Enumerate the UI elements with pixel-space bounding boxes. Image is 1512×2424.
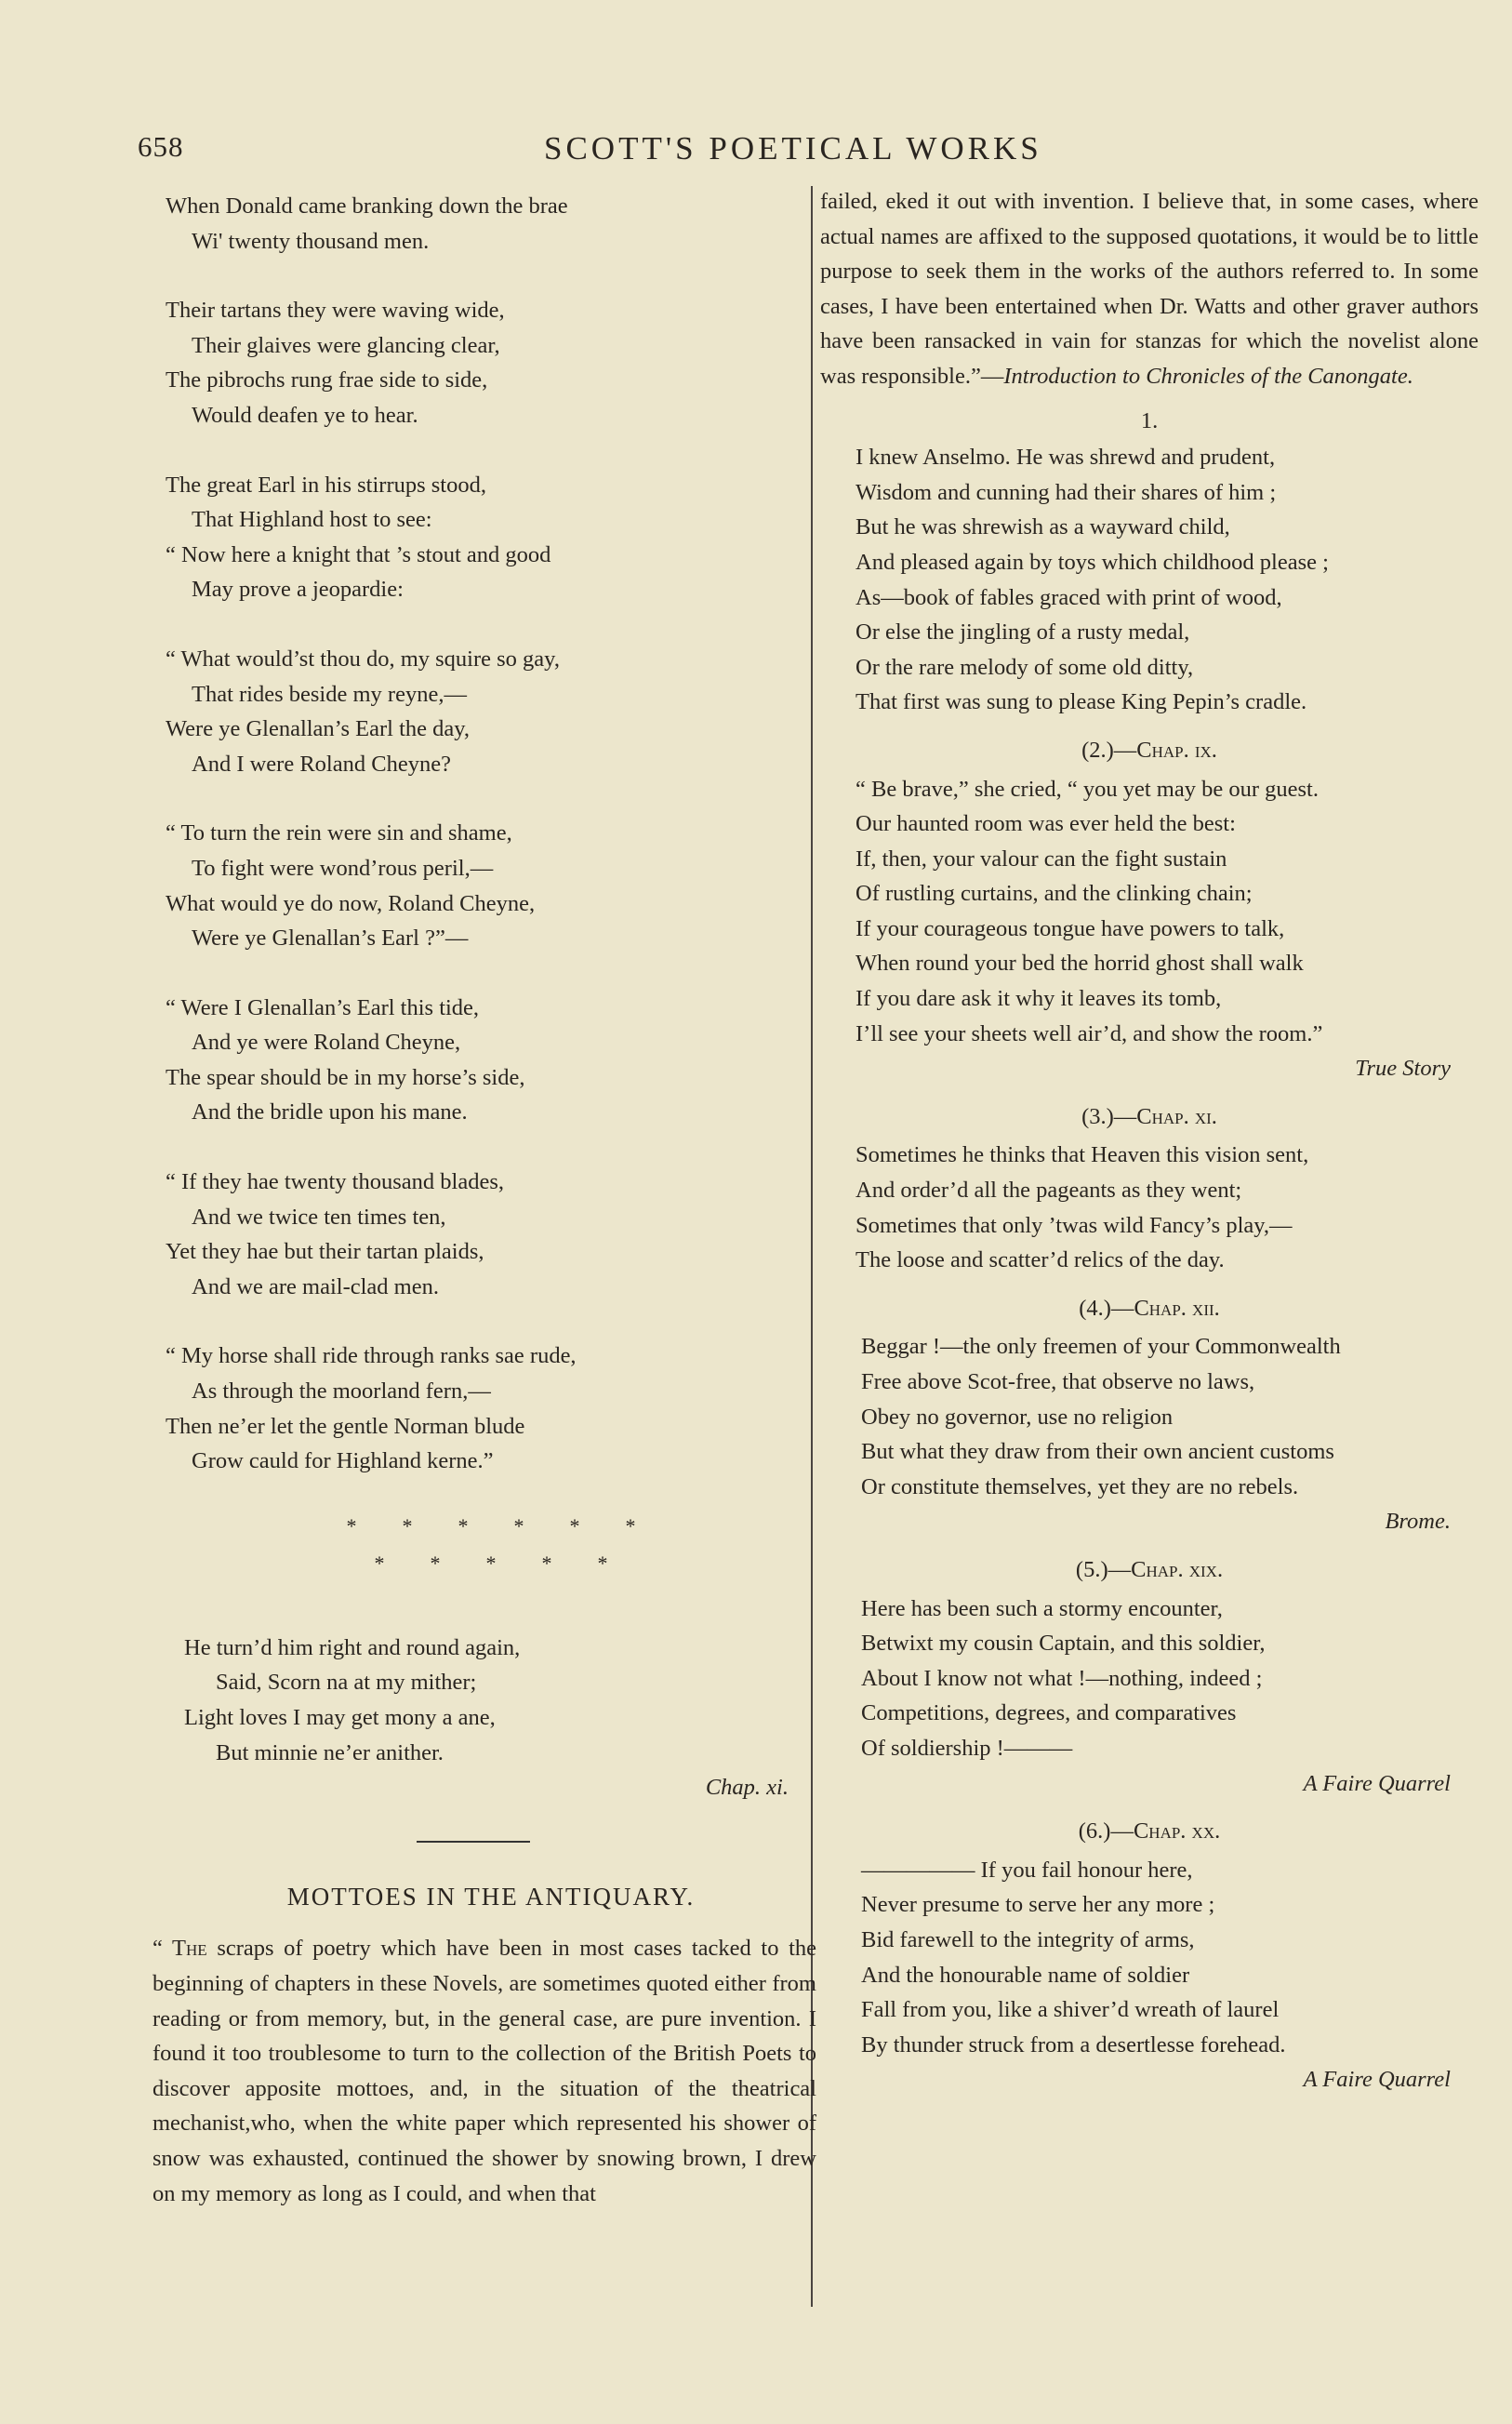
verse-line: The great Earl in his stirrups stood, (166, 472, 486, 498)
stanza (166, 293, 816, 433)
star-glyph: * (485, 1551, 497, 1575)
section-title: MOTTOES IN THE ANTIQUARY. (286, 1882, 696, 1911)
motto-verse (820, 1853, 1479, 2098)
verse-line: Grow cauld for Highland kerne.” (192, 1448, 494, 1474)
motto-number: (2.)— (1081, 737, 1137, 763)
page-header (0, 130, 1512, 177)
verse-line: And the bridle upon his mane. (192, 1099, 468, 1125)
stanza (166, 468, 816, 607)
verse-line: Sometimes that only ’twas wild Fancy’s play,— (855, 1212, 1293, 1238)
verse-line: As through the moorland fern,— (192, 1378, 491, 1405)
chapter-label: Chap. xx. (1133, 1818, 1221, 1845)
verse-line: If your courageous tongue have powers to talk, (855, 915, 1285, 941)
verse-line: Light loves I may get mony a ane, (184, 1705, 496, 1730)
paragraph-text: scraps of poetry which have been in most cases tacked to the beginning of chapters in these Novels, are sometimes quoted either from reading or from memory, but, in the general case, are pure invention. I found it too troublesome to turn to the collection of the British Poets to discover apposite mottoes, and, in the situation of the theatrical mechanist,who, when the white paper which represented his shower of snow was exhausted, continued the shower by snowing brown, I drew on my memory as long as I could, and when that (153, 1936, 817, 2206)
motto-number: (5.)— (1075, 1556, 1132, 1582)
verse-line: Wi' twenty thousand men. (192, 228, 430, 254)
attribution: A Faire Quarrel (1303, 2067, 1451, 2093)
chapter-heading (820, 1099, 1479, 1135)
verse-line: Would deafen ye to hear. (192, 402, 418, 428)
verse-line: Competitions, degrees, and comparatives (861, 1700, 1237, 1726)
ellipsis-stars (166, 1508, 816, 1545)
verse-line: But what they draw from their own ancient customs (861, 1439, 1334, 1465)
verse-line: That first was sung to please King Pepin’s cradle. (855, 689, 1307, 715)
verse-line: The loose and scatter’d relics of the day. (855, 1247, 1225, 1273)
motto-verse (820, 1329, 1479, 1539)
verse-line: Or else the jingling of a rusty medal, (855, 619, 1190, 646)
source-citation: Introduction to Chronicles of the Canongate. (1003, 363, 1413, 389)
verse-line: May prove a jeopardie: (192, 577, 404, 603)
intro-paragraph-continued (820, 184, 1479, 394)
verse-line: Betwixt my cousin Captain, and this soldier, (861, 1631, 1266, 1657)
section-rule (417, 1841, 530, 1843)
verse-line: Or constitute themselves, yet they are no rebels. (861, 1473, 1299, 1499)
motto-number: 1. (1140, 407, 1159, 433)
verse-line: As—book of fables graced with print of wood, (855, 584, 1282, 610)
motto-number: (4.)— (1079, 1295, 1134, 1321)
verse-line: “ Were I Glenallan’s Earl this tide, (166, 994, 480, 1020)
chapter-label: Chap. xii. (1134, 1295, 1220, 1321)
chapter-label: Chap. xi. (1136, 1103, 1217, 1129)
right-column (820, 184, 1479, 2098)
paragraph-text: failed, eked it out with invention. I believe that, in some cases, where actual names are affixed to the supposed quotations, it would be to little purpose to seek them in the works of the authors referred to. In some cases, I have been entertained when Dr. Watts and other graver authors have been ransacked in vain for stanzas for which the novelist alone was responsible.”— (820, 189, 1479, 389)
star-glyph: * (597, 1551, 608, 1575)
verse-line: Yet they hae but their tartan plaids, (166, 1239, 484, 1265)
ellipsis-stars (166, 1545, 816, 1582)
star-glyph: * (346, 1513, 357, 1538)
verse-line: He turn’d him right and round again, (184, 1634, 521, 1660)
verse-line: But he was shrewish as a wayward child, (855, 514, 1230, 540)
verse-line: Fall from you, like a shiver’d wreath of laurel (861, 1997, 1280, 2023)
verse-line: Were ye Glenallan’s Earl ?”— (192, 926, 469, 952)
verse-line: And order’d all the pageants as they went; (855, 1178, 1242, 1204)
stanza (166, 1631, 816, 1805)
verse-line: Never presume to serve her any more ; (861, 1892, 1215, 1918)
verse-line: But minnie ne’er anither. (216, 1739, 444, 1765)
verse-line: “ To turn the rein were sin and shame, (166, 820, 512, 846)
stanza (166, 642, 816, 781)
verse-line: Then ne’er let the gentle Norman blude (166, 1413, 525, 1439)
stanza (166, 991, 816, 1130)
verse-line: That rides beside my reyne,— (192, 681, 467, 707)
star-glyph: * (625, 1513, 636, 1538)
chapter-heading (820, 1552, 1479, 1588)
chapter-heading (820, 1291, 1479, 1326)
star-glyph: * (402, 1513, 413, 1538)
verse-line: Beggar !—the only freemen of your Commonwealth (861, 1334, 1341, 1360)
stanza (166, 816, 816, 955)
verse-line: Obey no governor, use no religion (861, 1404, 1174, 1430)
verse-line: “ Be brave,” she cried, “ you yet may be our guest. (855, 776, 1319, 802)
verse-line: And the honourable name of soldier (861, 1962, 1190, 1988)
verse-line: “ If they hae twenty thousand blades, (166, 1169, 504, 1195)
verse-line: Of rustling curtains, and the clinking chain; (855, 881, 1253, 907)
verse-line: I’ll see your sheets well air’d, and show the room.” (855, 1020, 1323, 1046)
motto-number: (3.)— (1081, 1103, 1137, 1129)
running-title: SCOTT'S POETICAL WORKS (544, 130, 1042, 166)
attribution: A Faire Quarrel (1303, 1770, 1451, 1796)
verse-line: To fight were wond’rous peril,— (192, 855, 494, 881)
verse-line: Bid farewell to the integrity of arms, (861, 1926, 1195, 1952)
verse-line: And pleased again by toys which childhood please ; (855, 549, 1329, 575)
chapter-citation: Chap. xi. (705, 1775, 789, 1801)
verse-line: Our haunted room was ever held the best: (855, 811, 1236, 837)
star-glyph: * (541, 1551, 552, 1575)
verse-line: “ My horse shall ride through ranks sae rude, (166, 1343, 577, 1369)
verse-line: And ye were Roland Cheyne, (192, 1030, 461, 1056)
verse-line: “ What would’st thou do, my squire so gay, (166, 646, 560, 672)
attribution: Brome. (1385, 1509, 1451, 1535)
verse-line: And we twice ten times ten, (192, 1204, 446, 1230)
verse-line: When round your bed the horrid ghost shall walk (855, 951, 1304, 977)
motto-number: (6.)— (1078, 1818, 1134, 1845)
motto-verse (820, 1138, 1479, 1277)
stanza (166, 1165, 816, 1304)
verse-line: Or the rare melody of some old ditty, (855, 654, 1194, 680)
chapter-heading (820, 1814, 1479, 1849)
verse-line: Free above Scot-free, that observe no laws, (861, 1369, 1255, 1394)
verse-line: About I know not what !—nothing, indeed ; (861, 1665, 1263, 1691)
motto-verse (820, 1592, 1479, 1802)
verse-line: And we are mail-clad men. (192, 1273, 439, 1299)
verse-line: I knew Anselmo. He was shrewd and prudent, (855, 445, 1276, 471)
star-glyph: * (569, 1513, 580, 1538)
motto-verse (820, 772, 1479, 1086)
verse-line: Wisdom and cunning had their shares of him ; (855, 479, 1277, 505)
verse-line: By thunder struck from a desertlesse forehead. (861, 2031, 1286, 2058)
chapter-label: Chap. xix. (1131, 1556, 1224, 1582)
intro-paragraph (153, 1931, 816, 2211)
verse-line: Of soldiership !——— (861, 1735, 1073, 1761)
attribution: True Story (1355, 1056, 1451, 1082)
verse-line: And I were Roland Cheyne? (192, 751, 451, 777)
page-number: 658 (138, 130, 184, 163)
verse-line: The spear should be in my horse’s side, (166, 1064, 525, 1090)
chapter-label: Chap. ix. (1136, 737, 1217, 763)
verse-line: ————— If you fail honour here, (861, 1857, 1193, 1883)
verse-line: The pibrochs rung frae side to side, (166, 367, 488, 393)
chapter-heading (820, 733, 1479, 768)
verse-line: Their tartans they were waving wide, (166, 298, 505, 324)
stanza (166, 189, 816, 259)
verse-line: What would ye do now, Roland Cheyne, (166, 890, 536, 916)
star-glyph: * (430, 1551, 441, 1575)
verse-line: If you dare ask it why it leaves its tomb, (855, 986, 1222, 1012)
stanza (166, 1339, 816, 1478)
motto-verse (820, 440, 1479, 720)
star-glyph: * (513, 1513, 524, 1538)
verse-line: That Highland host to see: (192, 507, 432, 533)
verse-line: Sometimes he thinks that Heaven this vision sent, (855, 1142, 1309, 1168)
verse-line: Here has been such a stormy encounter, (861, 1595, 1223, 1621)
verse-line: Their glaives were glancing clear, (192, 332, 500, 358)
star-glyph: * (458, 1513, 469, 1538)
left-column (153, 189, 817, 2211)
verse-line: When Donald came branking down the brae (166, 193, 568, 219)
verse-line: “ Now here a knight that ’s stout and good (166, 541, 551, 567)
verse-line: Said, Scorn na at my mither; (216, 1670, 477, 1696)
verse-line: If, then, your valour can the fight sustain (855, 846, 1227, 872)
star-glyph: * (374, 1551, 385, 1575)
verse-line: Were ye Glenallan’s Earl the day, (166, 716, 471, 742)
drop-lead: “ The (153, 1936, 207, 1962)
